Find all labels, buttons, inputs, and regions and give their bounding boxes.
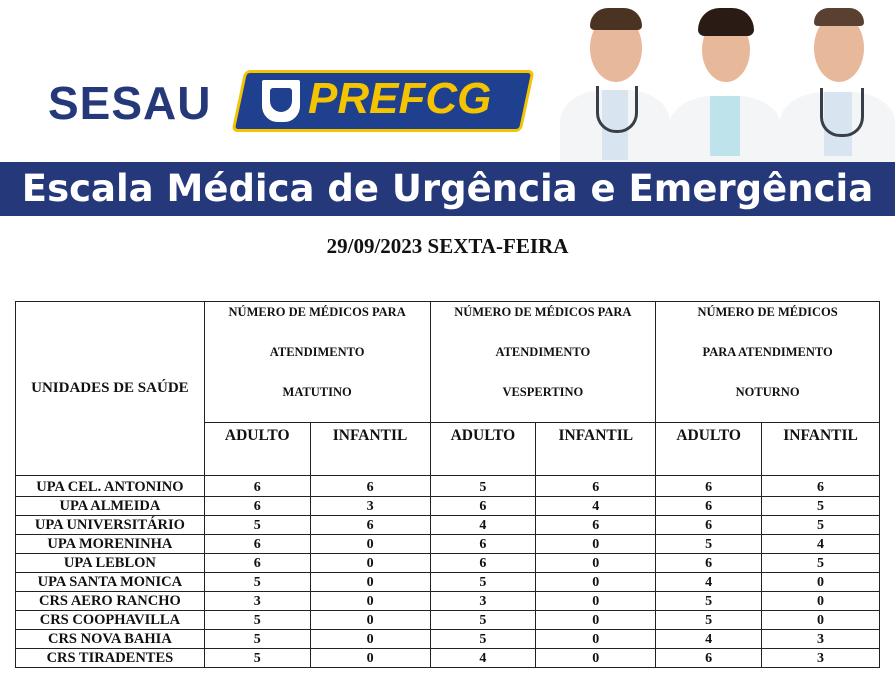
doctor-count: 0 <box>310 592 430 611</box>
doctor-count: 5 <box>656 535 762 554</box>
doctor-count: 6 <box>656 516 762 535</box>
table-row <box>16 649 880 668</box>
sub-header-child: INFANTIL <box>762 423 880 476</box>
doctor-count: 5 <box>762 497 880 516</box>
table-row <box>16 554 880 573</box>
group-header-morning: NÚMERO DE MÉDICOS PARA ATENDIMENTO MATUTINO <box>204 302 430 423</box>
doctor-count: 0 <box>762 573 880 592</box>
doctor-count: 3 <box>762 649 880 668</box>
doctor-count: 0 <box>536 630 656 649</box>
unit-name: UPA SANTA MONICA <box>16 573 205 592</box>
group-header-afternoon: NÚMERO DE MÉDICOS PARA ATENDIMENTO VESPERTINO <box>430 302 656 423</box>
doctor-count: 4 <box>430 649 536 668</box>
doctor-count: 6 <box>430 535 536 554</box>
unit-name: UPA CEL. ANTONINO <box>16 476 205 497</box>
unit-name: UPA MORENINHA <box>16 535 205 554</box>
doctor-count: 6 <box>656 649 762 668</box>
doctor-count: 0 <box>536 611 656 630</box>
doctor-count: 5 <box>762 554 880 573</box>
doctor-count: 6 <box>430 497 536 516</box>
sub-header-child: INFANTIL <box>536 423 656 476</box>
doctor-count: 5 <box>656 611 762 630</box>
city-crest-icon <box>260 78 302 124</box>
doctor-count: 4 <box>656 573 762 592</box>
unit-name: CRS AERO RANCHO <box>16 592 205 611</box>
doctor-count: 3 <box>762 630 880 649</box>
unit-name: CRS COOPHAVILLA <box>16 611 205 630</box>
doctor-count: 5 <box>204 649 310 668</box>
sub-header-adult: ADULTO <box>430 423 536 476</box>
doctor-count: 3 <box>310 497 430 516</box>
doctor-count: 6 <box>204 535 310 554</box>
page-title: Escala Médica de Urgência e Emergência <box>21 167 874 210</box>
group-header-night: NÚMERO DE MÉDICOS PARA ATENDIMENTO NOTURNO <box>656 302 880 423</box>
doctor-count: 0 <box>310 573 430 592</box>
table-row <box>16 476 880 497</box>
table-row <box>16 535 880 554</box>
doctor-count: 6 <box>310 476 430 497</box>
doctor-count: 6 <box>204 476 310 497</box>
doctor-count: 0 <box>536 592 656 611</box>
doctor-count: 4 <box>536 497 656 516</box>
sub-header-adult: ADULTO <box>204 423 310 476</box>
doctor-count: 5 <box>204 611 310 630</box>
unit-name: UPA LEBLON <box>16 554 205 573</box>
doctor-count: 0 <box>310 630 430 649</box>
doctor-count: 0 <box>762 592 880 611</box>
doctor-count: 0 <box>762 611 880 630</box>
unit-name: UPA UNIVERSITÁRIO <box>16 516 205 535</box>
unit-name: UPA ALMEIDA <box>16 497 205 516</box>
doctor-count: 5 <box>204 516 310 535</box>
doctor-count: 5 <box>204 573 310 592</box>
table-row <box>16 592 880 611</box>
doctor-count: 0 <box>310 611 430 630</box>
doctor-count: 5 <box>656 592 762 611</box>
doctor-count: 5 <box>762 516 880 535</box>
doctors-photo <box>530 0 895 162</box>
doctor-count: 5 <box>430 573 536 592</box>
sesau-logo: SESAU <box>48 77 212 129</box>
doctor-count: 3 <box>204 592 310 611</box>
schedule-table <box>15 301 880 668</box>
doctor-count: 4 <box>430 516 536 535</box>
table-row <box>16 630 880 649</box>
doctor-count: 5 <box>430 476 536 497</box>
prefcg-logo: PREFCG <box>308 74 492 123</box>
table-row <box>16 573 880 592</box>
doctor-count: 4 <box>656 630 762 649</box>
doctor-count: 3 <box>430 592 536 611</box>
sub-header-child: INFANTIL <box>310 423 430 476</box>
schedule-date: 29/09/2023 SEXTA-FEIRA <box>326 234 569 258</box>
doctor-count: 6 <box>762 476 880 497</box>
doctor-count: 6 <box>430 554 536 573</box>
doctor-count: 4 <box>762 535 880 554</box>
doctor-count: 6 <box>204 497 310 516</box>
unit-name: CRS TIRADENTES <box>16 649 205 668</box>
header <box>0 0 895 216</box>
doctor-count: 6 <box>656 554 762 573</box>
doctor-count: 0 <box>536 649 656 668</box>
units-header: UNIDADES DE SAÚDE <box>16 302 205 476</box>
doctor-count: 6 <box>656 497 762 516</box>
doctor-count: 6 <box>310 516 430 535</box>
doctor-count: 6 <box>204 554 310 573</box>
sub-header-adult: ADULTO <box>656 423 762 476</box>
doctor-count: 0 <box>536 573 656 592</box>
table-row <box>16 516 880 535</box>
table-row <box>16 611 880 630</box>
doctor-count: 0 <box>310 535 430 554</box>
doctor-count: 6 <box>656 476 762 497</box>
doctor-count: 0 <box>536 535 656 554</box>
doctor-count: 6 <box>536 476 656 497</box>
doctor-count: 5 <box>204 630 310 649</box>
doctor-count: 6 <box>536 516 656 535</box>
doctor-count: 5 <box>430 611 536 630</box>
doctor-count: 0 <box>536 554 656 573</box>
doctor-count: 5 <box>430 630 536 649</box>
table-row <box>16 497 880 516</box>
doctor-count: 0 <box>310 649 430 668</box>
unit-name: CRS NOVA BAHIA <box>16 630 205 649</box>
doctor-count: 0 <box>310 554 430 573</box>
